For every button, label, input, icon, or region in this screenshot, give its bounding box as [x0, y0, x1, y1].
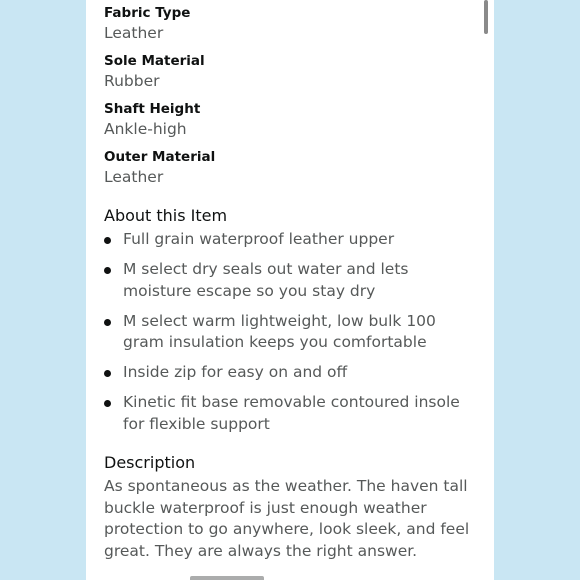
attribute-sole-material — [104, 53, 476, 92]
bullet-dot-icon — [104, 319, 111, 326]
attribute-value: Ankle-high — [104, 120, 187, 138]
feature-bullet — [104, 259, 476, 302]
about-heading: About this Item — [104, 206, 228, 225]
feature-bullet-list — [104, 229, 476, 435]
feature-bullet-text: Inside zip for easy on and off — [123, 363, 348, 381]
scrollbar-thumb[interactable] — [484, 0, 488, 34]
product-details-panel — [86, 0, 494, 580]
feature-bullet-text: Full grain waterproof leather upper — [123, 230, 395, 248]
attribute-outer-material — [104, 149, 476, 188]
feature-bullet-text: Kinetic fit base removable contoured insole for flexible support — [123, 393, 460, 433]
product-details-content — [104, 5, 476, 562]
bullet-dot-icon — [104, 267, 111, 274]
feature-bullet — [104, 362, 476, 384]
attribute-fabric-type — [104, 5, 476, 44]
description-section — [104, 452, 476, 562]
feature-bullet — [104, 311, 476, 354]
attribute-label: Outer Material — [104, 149, 216, 165]
attribute-label: Fabric Type — [104, 5, 191, 21]
attribute-value: Rubber — [104, 72, 160, 90]
feature-bullet-text: M select warm lightweight, low bulk 100 gram insulation keeps you comfortable — [123, 311, 436, 351]
bullet-dot-icon — [104, 237, 111, 244]
attribute-value: Leather — [104, 168, 164, 186]
attribute-shaft-height — [104, 101, 476, 140]
attribute-label: Sole Material — [104, 53, 205, 69]
bullet-dot-icon — [104, 400, 111, 407]
feature-bullet — [104, 229, 476, 251]
description-heading: Description — [104, 453, 196, 472]
attribute-label: Shaft Height — [104, 101, 201, 117]
about-this-item-section — [104, 205, 476, 435]
feature-bullet-text: M select dry seals out water and lets moisture escape so you stay dry — [123, 260, 409, 300]
bullet-dot-icon — [104, 370, 111, 377]
bottom-indicator — [190, 576, 264, 580]
feature-bullet — [104, 392, 476, 435]
description-text: As spontaneous as the weather. The haven tall buckle waterproof is just enough weather protection to go anywhere, look sleek, and feel great. They are always the right answer. — [104, 477, 470, 560]
attribute-value: Leather — [104, 24, 164, 42]
